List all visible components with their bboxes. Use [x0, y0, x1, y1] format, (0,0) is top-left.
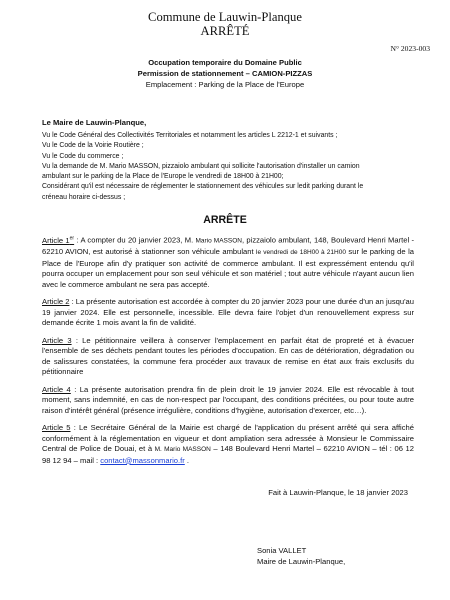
- article-4: Article 4 : La présente autorisation prendra fin de plein droit le 19 janvier 2024. Elle est révocable à tout moment, sans indemnité, en cas de non-respect par l'occupant, des conditions précitées, ou pour toute autre raison d'intérêt général (présence irrégulière, conditions d'hygiène, autorisation d'exercer, etc…).: [42, 384, 415, 415]
- visa-line: Vu la demande de M. Mario MASSON, pizzaiolo ambulant qui sollicite l'autorisation d'installer un camion: [42, 162, 360, 170]
- subject-line-3: Emplacement : Parking de la Place de l'Europe: [145, 80, 305, 89]
- article-4-label: Article 4: [42, 384, 71, 394]
- articles-block: [42, 233, 414, 473]
- signer-name: Sonia VALLET: [257, 546, 307, 555]
- document-type: ARRÊTÉ: [200, 24, 250, 38]
- article-1: Article 1er : A compter du 20 janvier 2023, M. Mario MASSON, pizzaiolo ambulant, 148, Boulevard Henri Martel - 62210 AVION, est autorisé à stationner son véhicule ambulant le vendredi de 18H00 à 21H00 sur le parking de la Place de l'Europe afin d'y pratiquer son activité de commerce ambulant. Il est expressément entendu qu'il pourra occuper un emplacement pour son seul véhicule et son matériel ; tout autre véhicule n'ayant aucun lien avec le commerce ambulant ne sera pas accepté.: [42, 235, 414, 289]
- article-1-label: Article 1er: [42, 235, 75, 245]
- article-2-label: Article 2: [42, 297, 70, 307]
- place-date: Fait à Lauwin-Planque, le 18 janvier 2023: [268, 488, 408, 497]
- article-5-label: Article 5: [42, 423, 71, 433]
- visa-line: créneau horaire ci-dessus ;: [42, 193, 126, 201]
- visa-line: Vu le Code du commerce ;: [42, 152, 124, 160]
- commune-title: Commune de Lauwin-Planque: [148, 10, 302, 24]
- email-link[interactable]: contact@massonmario.fr: [100, 455, 185, 465]
- visa-line: Vu le Code de la Voirie Routière ;: [42, 142, 144, 150]
- arrete-number: N° 2023-003: [390, 44, 430, 53]
- subject-line-1: Occupation temporaire du Domaine Public: [148, 58, 302, 67]
- visa-line: Vu le Code Général des Collectivités Territoriales et notamment les articles L 2212-1 et suivants ;: [42, 132, 338, 139]
- arrete-title: ARRÊTE: [203, 214, 247, 226]
- subject-line-2: Permission de stationnement – CAMION-PIZZAS: [137, 69, 313, 78]
- visas-block: [42, 131, 382, 203]
- subject-block: [0, 57, 450, 90]
- maire-heading: Le Maire de Lauwin-Planque,: [42, 118, 147, 127]
- signature-block: [257, 545, 345, 567]
- article-3-label: Article 3: [42, 335, 72, 345]
- article-3: Article 3 : Le pétitionnaire veillera à conserver l'emplacement en parfait état de propreté et à évacuer l'ensemble de ses déchets pendant toutes les périodes d'occupation. En cas de détérioration, dégradation ou de salissures constatées, la commune fera procéder aux travaux de remise en état aux frais exclusifs du pétitionnaire: [42, 335, 414, 377]
- signer-title: Maire de Lauwin-Planque,: [257, 557, 346, 566]
- visa-line: ambulant sur le parking de la Place de l'Europe le vendredi de 18H00 à 21H00;: [42, 173, 284, 181]
- article-2: Article 2 : La présente autorisation est accordée à compter du 20 janvier 2023 pour une durée d'un an jusqu'au 19 janvier 2024. Elle est personnelle, incessible. Elle devra faire l'objet d'un renouvellement express sur demande écrite 1 mois avant la fin de validité.: [42, 297, 415, 328]
- article-5: Article 5 : Le Secrétaire Général de la Mairie est chargé de l'application du présent arrêté qui sera affiché conformément à la réglementation en vigueur et dont ampliation sera adressée à Monsieur le Commissaire Central de Police de Douai, et à M. Mario MASSON – 148 Boulevard Henri Martel – 62210 AVION – tél : 06 12 98 12 94 – mail : contact@massonmario.fr .: [42, 423, 414, 465]
- visa-line: Considérant qu'il est nécessaire de réglementer le stationnement des véhicules sur ledit parking durant le: [42, 183, 364, 191]
